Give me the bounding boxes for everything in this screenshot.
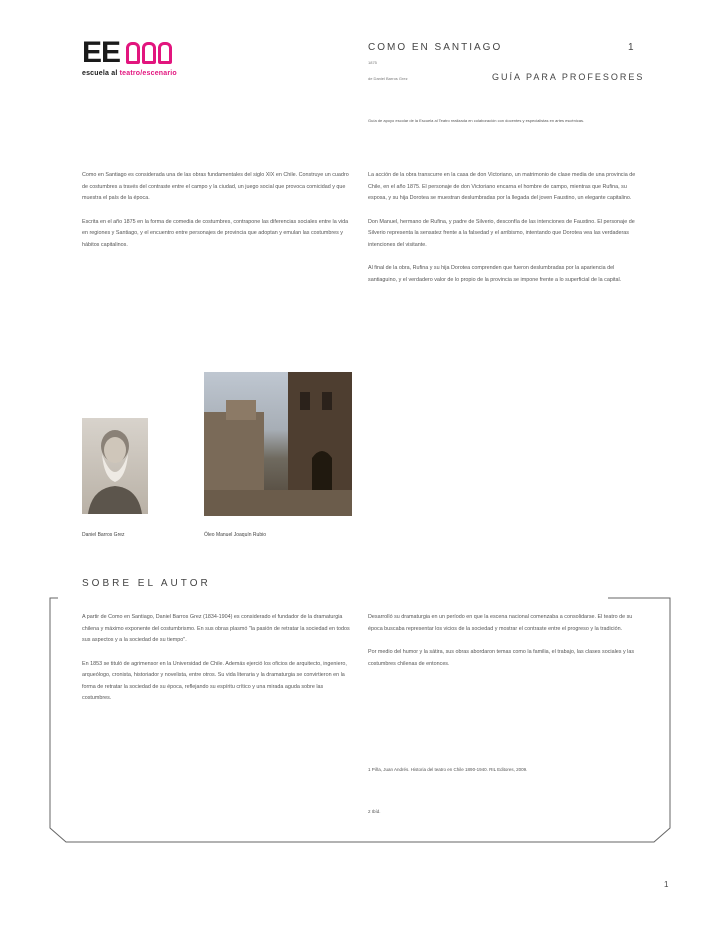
portrait-caption: Daniel Barros Grez bbox=[82, 532, 125, 538]
author-portrait bbox=[82, 418, 148, 514]
credit-text: Guía de apoyo escolar de la Escuela al Teatro realizada en colaboración con docentes y especialistas en artes escénicas. bbox=[368, 118, 585, 123]
footnote-1: 1 Piña, Juan Andrés. Historia del teatro en Chile 1890-1940. RIL Editores, 2009. bbox=[368, 767, 528, 772]
logo-letters: EE bbox=[82, 36, 121, 69]
paragraph: Por medio del humor y la sátira, sus obras abordaron temas como la familia, el trabajo, las clases sociales y las costumbres chilenas de entonces. bbox=[368, 649, 635, 667]
section-heading: SOBRE EL AUTOR bbox=[82, 578, 211, 589]
paragraph: Desarrolló su dramaturgia en un período en que la escena nacional comenzaba a consolidarse. El teatro de su época buscaba representar los vicios de la sociedad y mostrar el contraste entre el progreso y la tradición. bbox=[368, 614, 633, 632]
logo bbox=[82, 38, 202, 82]
meta-author: de Daniel Barros Grez bbox=[368, 76, 408, 81]
paragraph: Don Manuel, hermano de Rufina, y padre de Silverio, desconfía de las intenciones de Faustino. El personaje de Silverio representa la sensatez frente a la falsedad y el arribismo, intentando que Dorotea vea las verdaderas intenciones del visitante. bbox=[368, 218, 635, 248]
page-number-bottom: 1 bbox=[664, 880, 669, 889]
paragraph: A partir de Como en Santiago, Daniel Barros Grez (1834-1904) es considerado el fundador de la dramaturgia chilena y máximo exponente del costumbrismo. En sus obras plasmó "la pasión de retratar la sociedad en todos sus aspectos y a la sociedad de su tiempo". bbox=[82, 614, 350, 643]
about-column-right bbox=[368, 612, 638, 682]
logo-subtitle bbox=[82, 70, 202, 77]
seat-icon bbox=[126, 42, 140, 64]
paragraph: En 1853 se tituló de agrimensor en la Universidad de Chile. Además ejerció los oficios de arquitecto, ingeniero, arqueólogo, cronista, historiador y novelista, entre otros. Su vida literaria y la dramaturgia se convirtieron en la forma de retratar la sociedad de su época, reflejando su espíritu crítico y una mirada aguda sobre las costumbres. bbox=[82, 660, 347, 701]
logo-sub-dark: escuela al bbox=[82, 70, 118, 77]
about-column-left bbox=[82, 612, 350, 717]
seat-icon bbox=[158, 42, 172, 64]
intro-column-left bbox=[82, 170, 352, 263]
seat-icons bbox=[126, 38, 172, 64]
paragraph: Escrita en el año 1875 en la forma de comedia de costumbres, contrapone las diferencias sociales entre la vida en regiones y Santiago, y el encuentro entre personajes de provincia que adoptan y emulan las costumbres y hábitos capitalinos. bbox=[82, 218, 349, 248]
logo-sub-pink: teatro/escenario bbox=[119, 70, 177, 77]
street-painting bbox=[204, 372, 352, 516]
intro-column-right bbox=[368, 170, 638, 298]
paragraph: Al final de la obra, Rufina y su hija Dorotea comprenden que fueron deslumbradas por la apariencia del santiaguino, y el verdadero valor de lo propio de la provincia se impone frente a lo superficial de la capital. bbox=[368, 265, 622, 283]
page-number-top: 1 bbox=[628, 42, 634, 53]
painting-caption: Óleo Manuel Joaquín Rubio bbox=[204, 532, 266, 538]
meta-year: 1875 bbox=[368, 60, 377, 65]
footnote-2: 2 Ibíd. bbox=[368, 809, 381, 814]
seat-icon bbox=[142, 42, 156, 64]
document-title: COMO EN SANTIAGO bbox=[368, 42, 503, 53]
paragraph: La acción de la obra transcurre en la casa de don Victoriano, un matrimonio de clase media de una provincia de Chile, en el año 1875. El personaje de don Victoriano encarna el hombre de campo, mientras que Rufina, su esposa, y su hija Dorotea se muestran deslumbradas por la llegada del joven Faustino, un elegante capitalino. bbox=[368, 172, 636, 201]
guide-label: GUÍA PARA PROFESORES bbox=[492, 72, 645, 82]
paragraph: Como en Santiago es considerada una de las obras fundamentales del siglo XIX en Chile. Construye un cuadro de costumbres a través del contraste entre el campo y la ciudad, un juego social que provoca comicidad y que muestra el país de la época. bbox=[82, 172, 349, 201]
